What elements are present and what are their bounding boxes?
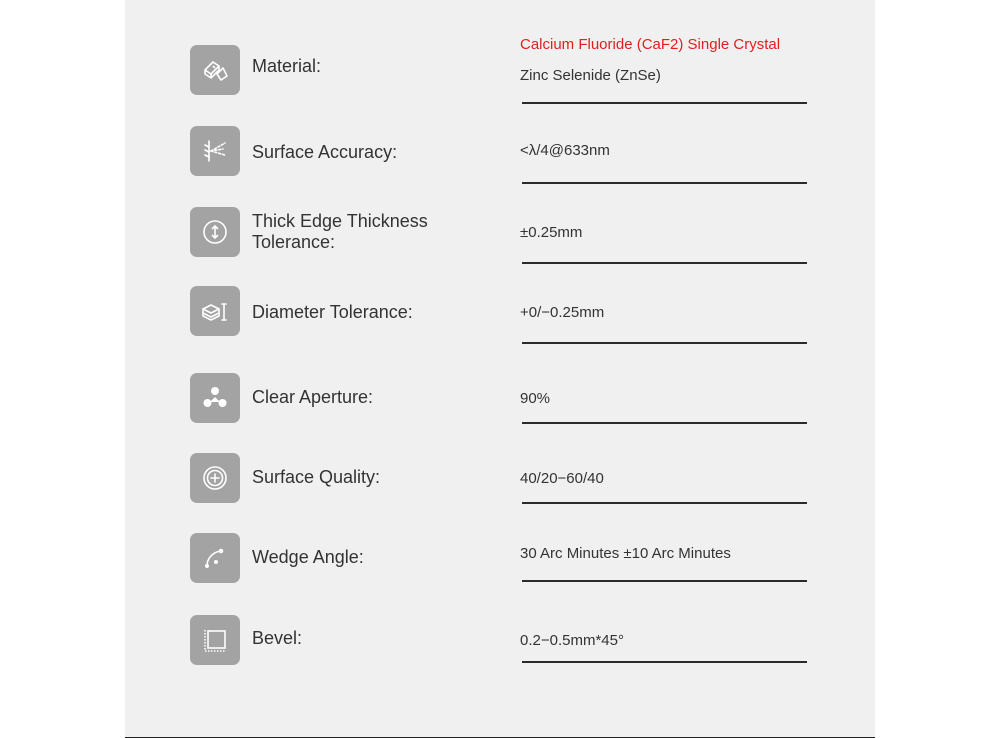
divider [522,262,807,264]
divider [522,102,807,104]
divider [522,342,807,344]
spec-value: 30 Arc Minutes ±10 Arc Minutes [520,545,731,562]
spec-value: +0/−0.25mm [520,304,605,321]
divider [522,580,807,582]
spec-label: Clear Aperture: [252,387,374,407]
divider [522,422,807,424]
spec-value: 0.2−0.5mm*45° [520,632,624,649]
spec-label: Diameter Tolerance: [252,302,413,322]
bevel-icon [190,615,240,665]
diameter-tolerance-icon [190,286,240,336]
spec-value: 40/20−60/40 [520,470,604,487]
edge-thickness-icon [190,207,240,257]
spec-label: Material: [252,56,322,76]
spec-value: <λ/4@633nm [520,142,610,159]
spec-value: 90% [520,390,551,407]
spec-value-secondary: Zinc Selenide (ZnSe) [520,67,661,84]
surface-accuracy-icon [190,126,240,176]
spec-label: Surface Accuracy: [252,142,398,162]
divider [522,502,807,504]
divider [522,182,807,184]
spec-label: Surface Quality: [252,467,381,487]
spec-label: Wedge Angle: [252,547,364,567]
surface-quality-icon [190,453,240,503]
spec-label: Bevel: [252,628,303,648]
clear-aperture-icon [190,373,240,423]
spec-value: ±0.25mm [520,224,583,241]
spec-label: Thick Edge Thickness Tolerance: [252,211,428,252]
wedge-angle-icon [190,533,240,583]
spec-panel [125,0,875,737]
spec-value-primary: Calcium Fluoride (CaF2) Single Crystal [520,36,781,53]
divider [522,661,807,663]
